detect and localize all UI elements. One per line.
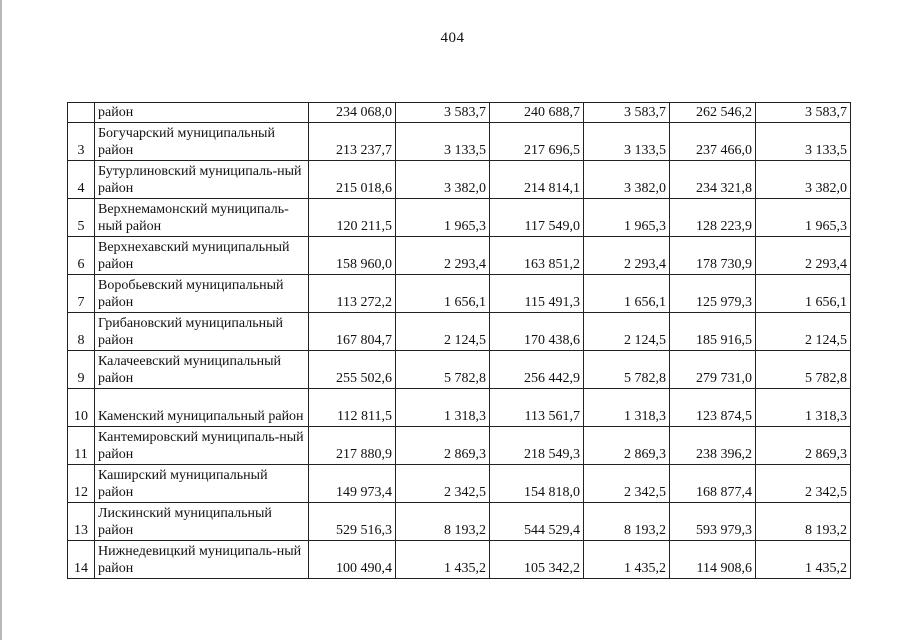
value-col-4: 2 293,4 [584, 237, 670, 275]
value-col-2: 1 656,1 [396, 275, 490, 313]
value-col-3: 117 549,0 [490, 199, 584, 237]
value-col-2: 1 435,2 [396, 541, 490, 579]
table-row [68, 427, 851, 465]
value-col-1: 167 804,7 [309, 313, 396, 351]
value-col-5: 128 223,9 [670, 199, 756, 237]
row-number [68, 103, 95, 123]
value-col-5: 114 908,6 [670, 541, 756, 579]
value-col-1: 234 068,0 [309, 103, 396, 123]
row-number: 9 [68, 351, 95, 389]
table-body [68, 103, 851, 579]
row-number: 3 [68, 123, 95, 161]
value-col-2: 2 293,4 [396, 237, 490, 275]
value-col-4: 2 342,5 [584, 465, 670, 503]
value-col-5: 279 731,0 [670, 351, 756, 389]
row-number: 11 [68, 427, 95, 465]
page-number: 404 [440, 30, 465, 46]
value-col-5: 234 321,8 [670, 161, 756, 199]
row-number: 4 [68, 161, 95, 199]
district-name: Богучарский муниципальный район [95, 123, 309, 161]
table-row [68, 541, 851, 579]
district-name: район [95, 103, 309, 123]
district-name: Воробьевский муниципальный район [95, 275, 309, 313]
value-col-2: 1 318,3 [396, 389, 490, 427]
scan-edge-line [0, 0, 2, 640]
value-col-6: 2 293,4 [756, 237, 851, 275]
row-number: 8 [68, 313, 95, 351]
district-name: Бутурлиновский муниципаль-ный район [95, 161, 309, 199]
value-col-5: 125 979,3 [670, 275, 756, 313]
value-col-2: 3 133,5 [396, 123, 490, 161]
value-col-1: 217 880,9 [309, 427, 396, 465]
district-name: Калачеевский муниципальный район [95, 351, 309, 389]
value-col-1: 215 018,6 [309, 161, 396, 199]
table-row [68, 503, 851, 541]
value-col-2: 2 124,5 [396, 313, 490, 351]
value-col-2: 3 583,7 [396, 103, 490, 123]
value-col-4: 3 583,7 [584, 103, 670, 123]
value-col-1: 529 516,3 [309, 503, 396, 541]
district-name: Каширский муниципальный район [95, 465, 309, 503]
row-number: 7 [68, 275, 95, 313]
district-name: Лискинский муниципальный район [95, 503, 309, 541]
value-col-6: 5 782,8 [756, 351, 851, 389]
value-col-4: 3 382,0 [584, 161, 670, 199]
value-col-3: 214 814,1 [490, 161, 584, 199]
value-col-4: 2 124,5 [584, 313, 670, 351]
value-col-2: 2 342,5 [396, 465, 490, 503]
value-col-3: 170 438,6 [490, 313, 584, 351]
value-col-5: 237 466,0 [670, 123, 756, 161]
value-col-3: 113 561,7 [490, 389, 584, 427]
table-row [68, 313, 851, 351]
row-number: 6 [68, 237, 95, 275]
row-number: 5 [68, 199, 95, 237]
value-col-6: 3 382,0 [756, 161, 851, 199]
value-col-2: 5 782,8 [396, 351, 490, 389]
value-col-6: 1 965,3 [756, 199, 851, 237]
value-col-4: 1 656,1 [584, 275, 670, 313]
budget-table [67, 102, 851, 579]
value-col-4: 1 965,3 [584, 199, 670, 237]
value-col-4: 1 435,2 [584, 541, 670, 579]
value-col-5: 178 730,9 [670, 237, 756, 275]
value-col-6: 8 193,2 [756, 503, 851, 541]
value-col-6: 1 656,1 [756, 275, 851, 313]
value-col-3: 218 549,3 [490, 427, 584, 465]
table-row [68, 389, 851, 427]
value-col-5: 238 396,2 [670, 427, 756, 465]
value-col-3: 154 818,0 [490, 465, 584, 503]
value-col-6: 2 342,5 [756, 465, 851, 503]
table-row [68, 103, 851, 123]
district-name: Нижнедевицкий муниципаль-ный район [95, 541, 309, 579]
table-row [68, 161, 851, 199]
value-col-3: 544 529,4 [490, 503, 584, 541]
row-number: 12 [68, 465, 95, 503]
value-col-3: 115 491,3 [490, 275, 584, 313]
value-col-3: 163 851,2 [490, 237, 584, 275]
value-col-6: 1 318,3 [756, 389, 851, 427]
value-col-1: 120 211,5 [309, 199, 396, 237]
value-col-4: 5 782,8 [584, 351, 670, 389]
value-col-3: 105 342,2 [490, 541, 584, 579]
value-col-2: 1 965,3 [396, 199, 490, 237]
value-col-1: 213 237,7 [309, 123, 396, 161]
value-col-4: 8 193,2 [584, 503, 670, 541]
value-col-6: 3 133,5 [756, 123, 851, 161]
value-col-6: 2 124,5 [756, 313, 851, 351]
value-col-4: 1 318,3 [584, 389, 670, 427]
table-row [68, 123, 851, 161]
value-col-5: 262 546,2 [670, 103, 756, 123]
value-col-5: 168 877,4 [670, 465, 756, 503]
value-col-4: 3 133,5 [584, 123, 670, 161]
value-col-6: 1 435,2 [756, 541, 851, 579]
row-number: 14 [68, 541, 95, 579]
table-row [68, 465, 851, 503]
value-col-6: 3 583,7 [756, 103, 851, 123]
row-number: 10 [68, 389, 95, 427]
value-col-5: 123 874,5 [670, 389, 756, 427]
district-name: Грибановский муниципальный район [95, 313, 309, 351]
district-name: Каменский муниципальный район [95, 389, 309, 427]
district-name: Кантемировский муниципаль-ный район [95, 427, 309, 465]
value-col-1: 112 811,5 [309, 389, 396, 427]
row-number: 13 [68, 503, 95, 541]
value-col-5: 185 916,5 [670, 313, 756, 351]
value-col-1: 100 490,4 [309, 541, 396, 579]
district-name: Верхнехавский муниципальный район [95, 237, 309, 275]
value-col-4: 2 869,3 [584, 427, 670, 465]
table-row [68, 237, 851, 275]
value-col-5: 593 979,3 [670, 503, 756, 541]
table-row [68, 275, 851, 313]
value-col-3: 240 688,7 [490, 103, 584, 123]
value-col-1: 113 272,2 [309, 275, 396, 313]
value-col-2: 8 193,2 [396, 503, 490, 541]
value-col-3: 256 442,9 [490, 351, 584, 389]
value-col-3: 217 696,5 [490, 123, 584, 161]
value-col-6: 2 869,3 [756, 427, 851, 465]
value-col-1: 158 960,0 [309, 237, 396, 275]
value-col-1: 255 502,6 [309, 351, 396, 389]
table-row [68, 351, 851, 389]
value-col-2: 3 382,0 [396, 161, 490, 199]
district-name: Верхнемамонский муниципаль-ный район [95, 199, 309, 237]
table-row [68, 199, 851, 237]
value-col-2: 2 869,3 [396, 427, 490, 465]
value-col-1: 149 973,4 [309, 465, 396, 503]
